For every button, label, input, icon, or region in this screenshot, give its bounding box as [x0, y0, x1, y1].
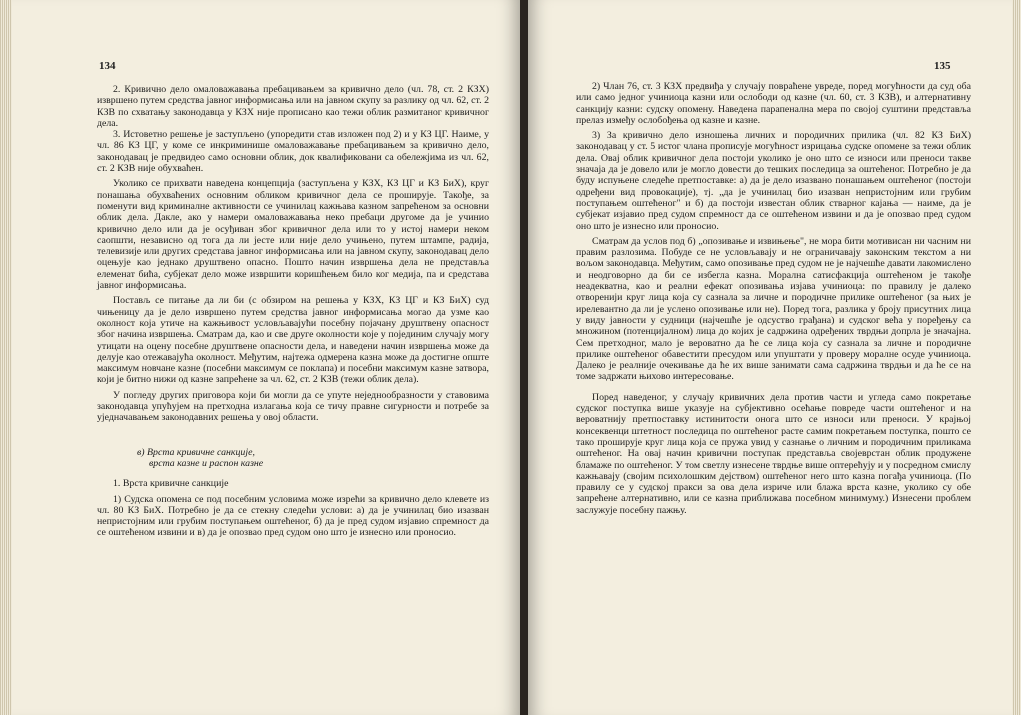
left-page-body [97, 84, 489, 539]
paragraph: 2. Кривично дело омаловажавања пребацивањем за кривично дело (чл. 78, ст. 2 КЗХ) извршено путем средства јавног информисања или на јавном скупу за разлику од чл. 62, ст. 2 КЗВ по схватању законодавца у КЗХ није прописано као тежи облик размитаног кривичног дела. [97, 84, 489, 129]
section-heading-line2: врста казне и распон казне [149, 457, 264, 469]
page-number-right: 135 [934, 60, 951, 72]
paragraph: Постављ се питање да ли би (с обзиром на решења у КЗХ, КЗ ЦГ и КЗ БиХ) суд чињеницу да је дело извршено путем средства јавног информисања могао да узме као околност која утиче на кажњивост условљавајући посебну појачану друштвену опасност због начина извршења. Сматрам да, као и све друге околности које у појединим случају могу утицати на оцену посебне друштвене опасности дела, и наведени начин извршења може да делује као отежавајућа околност. Међутим, најтежа одмерена казна може да достигне опште максимум новчане казне (посебни максимум се поклапа) и посебни максимум казне затвора, који је битно нижи од казне запрећене за чл. 62, ст. 2 КЗВ (тежи облик дела). [97, 295, 489, 386]
page-edges-left [0, 0, 12, 715]
left-page [12, 0, 520, 715]
paragraph: 3. Истоветно решење је заступљено (упоредити став изложен под 2) и у КЗ ЦГ. Наиме, у чл. 86 КЗ ЦГ, у коме се инкриминише омаловажавање пребацивањем за кривично дело, законодавац је предвидео само основни облик, док квалификовани са обележјима из чл. 62, ст. 2 КЗВ није обухваћен. [97, 129, 489, 175]
right-page [528, 0, 1012, 715]
page-edges-right [1012, 0, 1021, 715]
section-heading [137, 447, 489, 470]
paragraph: У погледу других приговора који би могли да се упуте неједнообразности у ставовима законодавца упућујем на претходна излагања која се тичу правне сигурности и потребе за уједначавањем законодавних решења у овој области. [97, 389, 489, 424]
book-gutter [520, 0, 528, 715]
paragraph: 1) Судска опомена се под посебним условима може изрећи за кривично дело клевете из чл. 80 КЗ БиХ. Потребно је да се стекну следећи услови: а) да је учинилац био изазван непристојним или грубим поступањем оштећеног, б) да је пред судом изјавио спремност да се оштећеном извини и в) да је опозвао пред судом оно што је изнесно или проносио. [97, 493, 489, 539]
paragraph: Сматрам да услов под б) „опозивање и извињење", не мора бити мотивисан ни часним ни правим разлозима. Побуде се не условљавају и не ограничавају законским текстом а ни вољом законодавца. Међутим, само опозивање пред судом не је најчешће давати лакомислено и неодговорно да би се избегла казна. Морална сатисфакција оштећеном је такође неадекватна, као и реални ефекат опозивања изјава учиниоца: по правилу је далеко отворенији круг лица која су сазнала за личне и породичне прилике оштећеног (за њих је ирелевантно да ли је услено опозивање или не). Поред тога, разлика у броју присутних лица у виду јавности у судници (најчешће је одсуство грађана) и судског већа у поређењу са множином (потенцијалном) лица до којих је садржина одређених тврдњи допрла је значајна. Сем претходног, мало је вероватно да ће се лица која су сазнала за личне и породичне прилике оштећеног обавестити пресудом или упуштати у проверу моралне осуде учиниоца. Далеко је реалније очекивање да ће их више занимати сама садржина тврдњи и да ће се на томе задржати њихово интересовање. [576, 235, 971, 383]
page-number-left: 134 [99, 60, 116, 72]
paragraph: Уколико се прихвати наведена концепција (заступљена у КЗХ, КЗ ЦГ и КЗ БиХ), круг понашања обухваћених основним обликом кривичног дела се проширује. Такође, за поменути вид криминалне активности се учинилац кажњава казном запрећеном за основни облик дела. Дакле, ако у намери омаловажавања неко пребаци другоме да је учинио кривично дело или да је осуђиван због кривичног дела или то у истој намери неком саопшти, независно од тога да ли јесте или није дело учињено, путем штампе, радија, телевизије или других средстава јавног информисања или на јавном скупу, законодавац дело оцењује као једнако друштвено опасно. Пошто начин извршења дела не представља елеменат бића, субјекат дело може извршити коришћењем било ког медија, па и средстава јавног информисања. [97, 178, 489, 292]
right-page-body [576, 81, 971, 516]
subheading: 1. Врста кривичне санкције [113, 478, 229, 490]
paragraph: 3) За кривично дело изношења личних и породичних прилика (чл. 82 КЗ БиХ) законодавац у ст. 5 истог члана прописује могућност изрицања судске опомене за тежи облик дела. Овај облик кривичног дела постоји уколико је оно што се износи или преноси такве значаја да је довело или је могло довести до тешких последица за оштећеног. Потребно је да буду испуњене следеће претпоставке: а) да је дело изазвано понашањем оштећеног (постоји одређени вид провокације), тј. „да је учинилац био изазван непристојним или грубим поступањем оштећеног" и б) да постоји известан облик стварног кајања — наиме, да је субјекат изјавио пред судом спремност да се оштећеном извини и да је опозвао пред судом оно што је изнесно или проносио. [576, 130, 971, 232]
paragraph: 2) Члан 76, ст. 3 КЗХ предвиђа у случају повраћене увреде, поред могућности да суд оба или само једног учиниоца казни или ослободи од казне (чл. 60, ст. 3 КЗВ), и алтернативну санкцију казни: судску опомену. Наведена парапенална мера по својој суштини представља прелаз између ослобођења од казне и казне. [576, 81, 971, 126]
paragraph: Поред наведеног, у случају кривичних дела против части и угледа само покретање судског поступка више указује на субјективно осећање повреде части оштећеног и на вероватнију претпоставку истинитости онога што се износи или преноси. У крајњој консеквенци штетност последица по оштећеног расте самим покретањем поступка, пошто се тако проширује круг лица која се пружа увид у сазнање о личним и породичним приликама оштећеног. На овај начин кривични поступак представља својеврстан облик продужене бламаже по оштећеног. У том светлу изнесене тврдње више оптерећују и у посредном смислу кажњавају (својим психолошким дејством) оштећеног него што казна погађа учиниоца. (По правилу се у судској пракси за ова дела изриче или блажа врста казне, уколико су обе запрећене алтернативно, или се казна приближава посебном минимуму.) Изнесени проблем заслужује посебну пажњу. [576, 391, 971, 516]
section-heading-line1: в) Врста кривичне санкције, [137, 446, 255, 458]
